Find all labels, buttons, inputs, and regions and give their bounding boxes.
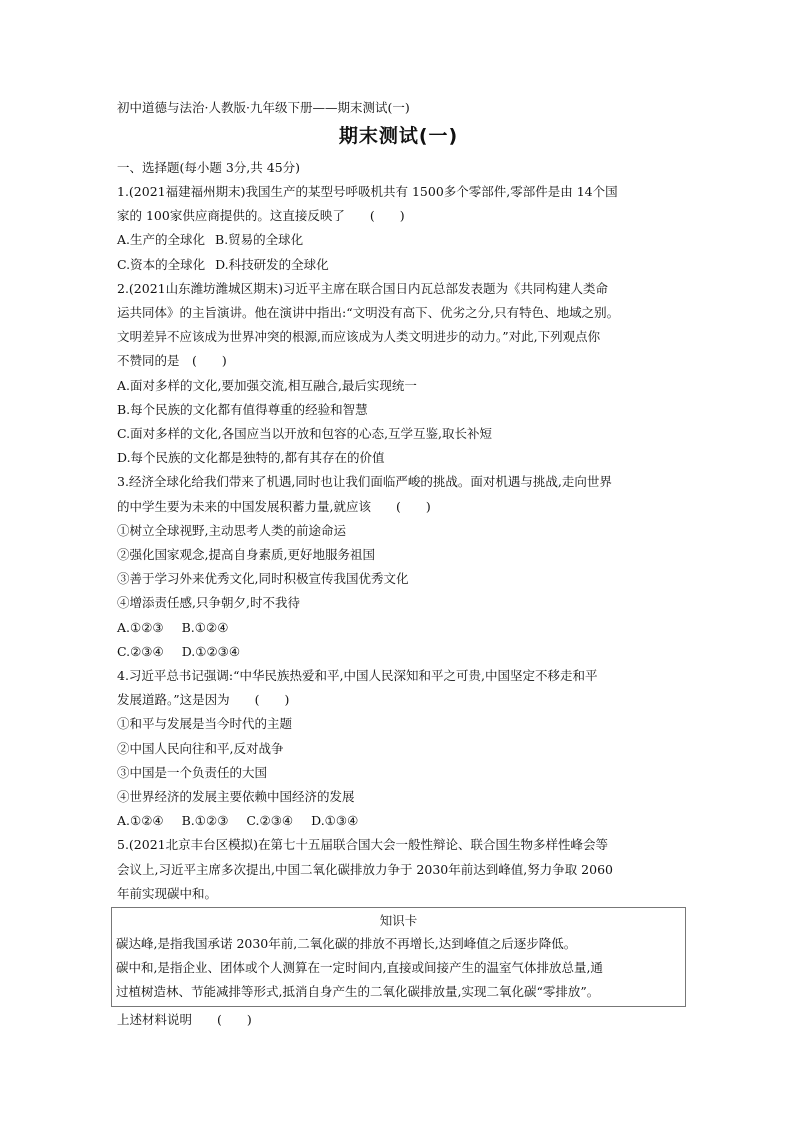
statement-1: ①和平与发展是当今时代的主题 xyxy=(117,716,293,732)
knowledge-card-text: 过植树造林、节能减排等形式,抵消自身产生的二氧化碳排放量,实现二氧化碳“零排放”。 xyxy=(116,984,600,1000)
knowledge-card-text: 碳中和,是指企业、团体或个人测算在一定时间内,直接或间接产生的温室气体排放总量,通 xyxy=(116,960,603,976)
option-c[interactable]: C.②③④ xyxy=(117,643,164,659)
question-text: 3.经济全球化给我们带来了机遇,同时也让我们面临严峻的挑战。面对机遇与挑战,走向世界 xyxy=(117,474,612,490)
question-text: 2.(2021山东潍坊潍城区期末)习近平主席在联合国日内瓦总部发表题为《共同构建人类命 xyxy=(117,280,608,296)
statement-2: ②强化国家观念,提高自身素质,更好地服务祖国 xyxy=(117,547,375,563)
section-heading: 一、选择题(每小题 3分,共 45分) xyxy=(117,160,301,175)
statement-4: ④增添责任感,只争朝夕,时不我待 xyxy=(117,595,300,611)
question-text: 会议上,习近平主席多次提出,中国二氧化碳排放力争于 2030年前达到峰值,努力争取 2060 xyxy=(117,861,613,877)
question-text: 不赞同的是 ( ) xyxy=(117,353,227,369)
option-c[interactable]: C.面对多样的文化,各国应当以开放和包容的心态,互学互鉴,取长补短 xyxy=(117,426,493,442)
question-5 xyxy=(117,833,680,1032)
options-row xyxy=(117,228,680,252)
question-text: 1.(2021福建福州期末)我国生产的某型号呼吸机共有 1500多个零部件,零部件是由 14个国 xyxy=(117,184,618,199)
option-b[interactable]: B.每个民族的文化都有值得尊重的经验和智慧 xyxy=(117,401,368,417)
question-3 xyxy=(117,470,680,664)
knowledge-card-text: 碳达峰,是指我国承诺 2030年前,二氧化碳的排放不再增长,达到峰值之后逐步降低。 xyxy=(116,936,577,952)
statement-3: ③善于学习外来优秀文化,同时积极宣传我国优秀文化 xyxy=(117,571,409,587)
question-text: 的中学生要为未来的中国发展积蓄力量,就应该 ( ) xyxy=(117,498,431,514)
page-title: 期末测试(一) xyxy=(338,125,459,147)
option-a[interactable]: A.①②③ xyxy=(117,619,164,635)
exam-page xyxy=(117,98,680,1032)
question-text: 上述材料说明 ( ) xyxy=(117,1012,252,1028)
knowledge-card-title: 知识卡 xyxy=(379,913,418,929)
option-b[interactable]: B.①②③ xyxy=(181,813,229,829)
option-a[interactable]: A.生产的全球化 xyxy=(117,232,206,248)
statement-1: ①树立全球视野,主动思考人类的前途命运 xyxy=(117,522,346,538)
question-text: 5.(2021北京丰台区模拟)在第七十五届联合国大会一般性辩论、联合国生物多样性峰会等 xyxy=(117,837,608,853)
option-d[interactable]: D.①③④ xyxy=(311,813,359,829)
options-row xyxy=(117,809,680,833)
question-text: 年前实现碳中和。 xyxy=(117,885,218,901)
option-c[interactable]: C.②③④ xyxy=(246,813,294,829)
statement-2: ②中国人民向往和平,反对战争 xyxy=(117,740,284,756)
statement-4: ④世界经济的发展主要依赖中国经济的发展 xyxy=(117,789,355,805)
option-c[interactable]: C.资本的全球化 xyxy=(117,256,206,272)
options-row xyxy=(117,616,680,640)
option-d[interactable]: D.①②③④ xyxy=(181,643,241,659)
page-header: 初中道德与法治·人教版·九年级下册——期末测试(一) xyxy=(117,100,410,115)
option-b[interactable]: B.贸易的全球化 xyxy=(215,232,304,248)
option-a[interactable]: A.面对多样的文化,要加强交流,相互融合,最后实现统一 xyxy=(117,377,417,393)
question-text: 运共同体》的主旨演讲。他在演讲中指出:“文明没有高下、优劣之分,只有特色、地域之别。 xyxy=(117,305,620,321)
question-2 xyxy=(117,277,680,471)
options-row xyxy=(117,640,680,664)
question-text: 4.习近平总书记强调:“中华民族热爱和平,中国人民深知和平之可贵,中国坚定不移走和平 xyxy=(117,668,598,684)
question-1 xyxy=(117,180,680,277)
option-b[interactable]: B.①②④ xyxy=(181,619,229,635)
knowledge-card xyxy=(111,907,686,1007)
option-a[interactable]: A.①②④ xyxy=(117,813,164,829)
question-text: 文明差异不应该成为世界冲突的根源,而应该成为人类文明进步的动力。”对此,下列观点你 xyxy=(117,329,601,345)
question-text: 发展道路。”这是因为 ( ) xyxy=(117,692,290,708)
statement-3: ③中国是一个负责任的大国 xyxy=(117,764,268,780)
option-d[interactable]: D.每个民族的文化都是独特的,都有其存在的价值 xyxy=(117,450,385,466)
question-4 xyxy=(117,664,680,833)
question-text: 家的 100家供应商提供的。这直接反映了 ( ) xyxy=(117,208,405,224)
options-row xyxy=(117,253,680,277)
option-d[interactable]: D.科技研发的全球化 xyxy=(215,256,329,272)
